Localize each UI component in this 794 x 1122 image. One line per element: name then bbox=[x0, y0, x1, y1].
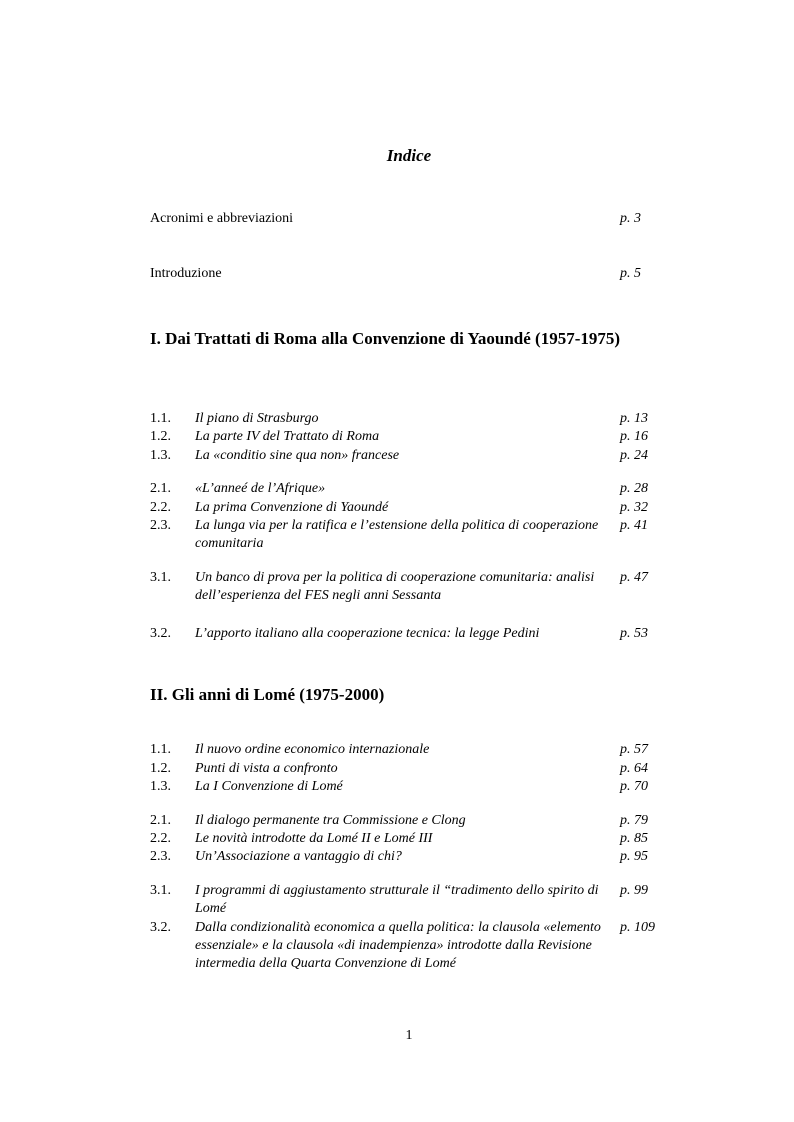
toc-entry-title: La parte IV del Trattato di Roma bbox=[195, 429, 380, 444]
toc-entry-page: p. 64 bbox=[620, 761, 648, 776]
toc-entry-number: 3.2. bbox=[150, 626, 171, 641]
toc-entry-page: p. 53 bbox=[620, 626, 648, 641]
toc-entry-number: 2.2. bbox=[150, 831, 171, 846]
toc-entry-page: p. 70 bbox=[620, 779, 648, 794]
toc-entry-title: Il piano di Strasburgo bbox=[195, 411, 319, 426]
toc-entry-page: p. 57 bbox=[620, 742, 648, 757]
toc-entry-title: Le novità introdotte da Lomé II e Lomé III bbox=[195, 831, 433, 846]
toc-entry-number: 2.3. bbox=[150, 518, 171, 533]
toc-entry-page: p. 95 bbox=[620, 849, 648, 864]
page-title: Indice bbox=[386, 146, 432, 165]
toc-entry-number: 2.2. bbox=[150, 500, 171, 515]
toc-entry-page: p. 13 bbox=[620, 411, 648, 426]
toc-entry-page: p. 16 bbox=[620, 429, 648, 444]
toc-entry-number: 1.3. bbox=[150, 448, 171, 463]
toc-entry-number: 2.1. bbox=[150, 813, 171, 828]
toc-entry-page: p. 24 bbox=[620, 448, 648, 463]
toc-entry-number: 2.1. bbox=[150, 481, 171, 496]
toc-entry-number: 3.2. bbox=[150, 920, 171, 935]
toc-entry-title: I programmi di aggiustamento strutturale il “tradimento dello spirito di Lomé bbox=[195, 883, 599, 916]
toc-entry-number: 3.1. bbox=[150, 883, 171, 898]
toc-entry-title: Il nuovo ordine economico internazionale bbox=[195, 742, 430, 757]
toc-entry-title: La lunga via per la ratifica e l’estensione della politica di cooperazione comunitaria bbox=[195, 518, 599, 551]
toc-entry-title: Un banco di prova per la politica di cooperazione comunitaria: analisi dell’esperienza del FES negli anni Sessanta bbox=[195, 570, 595, 603]
toc-entry-page: p. 32 bbox=[620, 500, 648, 515]
toc-entry-number: 1.1. bbox=[150, 411, 171, 426]
toc-entry-page: p. 41 bbox=[620, 518, 648, 533]
toc-entry-label: Introduzione bbox=[150, 266, 222, 281]
toc-entry-number: 1.3. bbox=[150, 779, 171, 794]
toc-entry-label: Acronimi e abbreviazioni bbox=[150, 211, 294, 226]
toc-entry-page: p. 99 bbox=[620, 883, 648, 898]
toc-entry-title: La prima Convenzione di Yaoundé bbox=[195, 500, 389, 515]
toc-entry-page: p. 5 bbox=[620, 266, 641, 281]
toc-entry-title: «L’anneé de l’Afrique» bbox=[195, 481, 326, 496]
toc-entry-number: 3.1. bbox=[150, 570, 171, 585]
toc-entry-number: 1.1. bbox=[150, 742, 171, 757]
toc-entry-page: p. 3 bbox=[620, 211, 641, 226]
toc-entry-number: 1.2. bbox=[150, 761, 171, 776]
page-number: 1 bbox=[405, 1028, 413, 1043]
chapter-heading: II. Gli anni di Lomé (1975-2000) bbox=[150, 685, 385, 704]
toc-entry-page: p. 109 bbox=[620, 920, 655, 935]
chapter-heading: I. Dai Trattati di Roma alla Convenzione di Yaoundé (1957-1975) bbox=[150, 329, 621, 348]
toc-entry-title: Il dialogo permanente tra Commissione e Clong bbox=[195, 813, 466, 828]
toc-entry-page: p. 85 bbox=[620, 831, 648, 846]
toc-entry-title: Punti di vista a confronto bbox=[195, 761, 338, 776]
toc-entry-title: Dalla condizionalità economica a quella politica: la clausola «elemento essenziale» e la clausola «di inadempienza» introdotte dalla Revisione intermedia della Quarta Convenzione di Lomé bbox=[195, 920, 601, 971]
toc-entry-page: p. 79 bbox=[620, 813, 648, 828]
toc-entry-number: 1.2. bbox=[150, 429, 171, 444]
toc-entry-title: La «conditio sine qua non» francese bbox=[195, 448, 400, 463]
toc-entry-number: 2.3. bbox=[150, 849, 171, 864]
toc-entry-title: L’apporto italiano alla cooperazione tecnica: la legge Pedini bbox=[195, 626, 540, 641]
toc-entry-title: La I Convenzione di Lomé bbox=[195, 779, 343, 794]
toc-entry-page: p. 47 bbox=[620, 570, 648, 585]
toc-entry-page: p. 28 bbox=[620, 481, 648, 496]
toc-entry-title: Un’Associazione a vantaggio di chi? bbox=[195, 849, 402, 864]
